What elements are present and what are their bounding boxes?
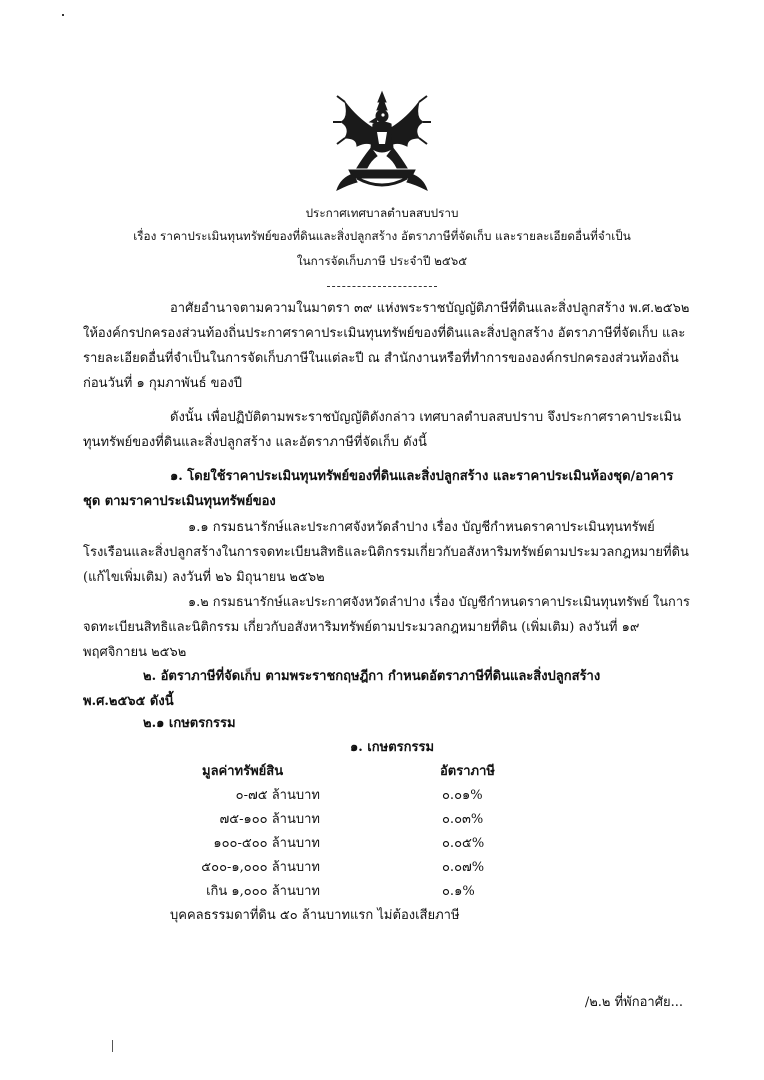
rate-table-value-cell: เกิน ๑,๐๐๐ ล้านบาท [206,884,320,899]
rate-table-rate-cell: ๐.๐๑% [442,788,483,803]
section-1-heading-cont: ชุด ตามราคาประเมินทุนทรัพย์ของ [83,494,276,509]
intro-paragraph-line: ให้องค์กรปกครองส่วนท้องถิ่นประกาศราคาประเมินทุนทรัพย์ของที่ดินและสิ่งปลูกสร้าง อัตราภาษีที่จัดเก็บ และ [83,326,686,341]
rate-table-rate-cell: ๐.๐๕% [442,836,485,851]
rate-table-rate-cell: ๐.๐๓% [442,812,484,827]
intro-paragraph-line: รายละเอียดอื่นที่จำเป็นในการจัดเก็บภาษีในแต่ละปี ณ สำนักงานหรือที่ทำการขององค์กรปกครองส่วนท้องถิ่น [83,351,679,366]
intro-paragraph-line: ทุนทรัพย์ของที่ดินและสิ่งปลูกสร้าง และอัตราภาษีที่จัดเก็บ ดังนี้ [83,435,427,450]
rate-table-value-cell: ๐-๗๕ ล้านบาท [235,788,320,803]
rate-table-rate-cell: ๐.๐๗% [442,860,485,875]
section-1-1-line: โรงเรือนและสิ่งปลูกสร้างในการจดทะเบียนสิทธิและนิติกรรมเกี่ยวกับอสังหาริมทรัพย์ตามประมวลกฎหมายที่ดิน [83,545,689,560]
rate-table-rate-cell: ๐.๑% [442,884,475,899]
section-1-1-line: (แก้ไขเพิ่มเติม) ลงวันที่ ๒๖ มิถุนายน ๒๕๖๒ [83,570,325,585]
header-divider [327,286,437,287]
scan-mark [112,1040,113,1052]
section-2-heading-cont: พ.ศ.๒๕๖๕ ดังนี้ [83,694,174,709]
intro-paragraph-line: ก่อนวันที่ ๑ กุมภาพันธ์ ของปี [83,376,242,391]
rate-table-header-value: มูลค่าทรัพย์สิน [202,764,284,779]
section-1-2-line: ๑.๒ กรมธนารักษ์และประกาศจังหวัดลำปาง เรื่อง บัญชีกำหนดราคาประเมินทุนทรัพย์ ในการ [188,595,690,610]
announcement-org: ประกาศเทศบาลตำบลสบปราบ [305,206,459,220]
scan-speck [62,14,64,16]
section-1-2-line: พฤศจิกายน ๒๕๖๒ [83,645,187,660]
rate-table-title: ๑. เกษตรกรรม [350,740,435,755]
rate-table-value-cell: ๕๐๐-๑,๐๐๐ ล้านบาท [201,860,320,875]
rate-table-value-cell: ๑๐๐-๕๐๐ ล้านบาท [213,836,320,851]
section-1-2-line: จดทะเบียนสิทธิและนิติกรรม เกี่ยวกับอสังหาริมทรัพย์ตามประมวลกฎหมายที่ดิน (เพิ่มเติม) ลงวันที่ ๑๙ [83,620,640,635]
section-1-1-line: ๑.๑ กรมธนารักษ์และประกาศจังหวัดลำปาง เรื่อง บัญชีกำหนดราคาประเมินทุนทรัพย์ [188,520,655,535]
rate-table-note: บุคคลธรรมดาที่ดิน ๕๐ ล้านบาทแรก ไม่ต้องเสียภาษี [170,908,460,923]
rate-table-value-cell: ๗๕-๑๐๐ ล้านบาท [219,812,320,827]
section-1-heading: ๑. โดยใช้ราคาประเมินทุนทรัพย์ของที่ดินและสิ่งปลูกสร้าง และราคาประเมินห้องชุด/อาคาร [170,469,674,484]
section-2-heading: ๒. อัตราภาษีที่จัดเก็บ ตามพระราชกฤษฎีกา กำหนดอัตราภาษีที่ดินและสิ่งปลูกสร้าง [143,669,601,684]
rate-table-header-rate: อัตราภาษี [440,764,495,779]
intro-paragraph-line: ดังนั้น เพื่อปฏิบัติตามพระราชบัญญัติดังกล่าว เทศบาลตำบลสบปราบ จึงประกาศราคาประเมิน [170,410,682,425]
announcement-subject: เรื่อง ราคาประเมินทุนทรัพย์ของที่ดินและสิ่งปลูกสร้าง อัตราภาษีที่จัดเก็บ และรายละเอียดอื่นที่จำเป็น [133,229,631,243]
garuda-emblem-icon [327,88,437,198]
page-continuation: /๒.๒ ที่พักอาศัย... [584,995,683,1010]
section-2-1-heading: ๒.๑ เกษตรกรรม [143,716,236,731]
announcement-subject-cont: ในการจัดเก็บภาษี ประจำปี ๒๕๖๕ [296,254,468,268]
intro-paragraph-line: อาศัยอำนาจตามความในมาตรา ๓๙ แห่งพระราชบัญญัติภาษีที่ดินและสิ่งปลูกสร้าง พ.ศ.๒๕๖๒ [170,301,690,316]
